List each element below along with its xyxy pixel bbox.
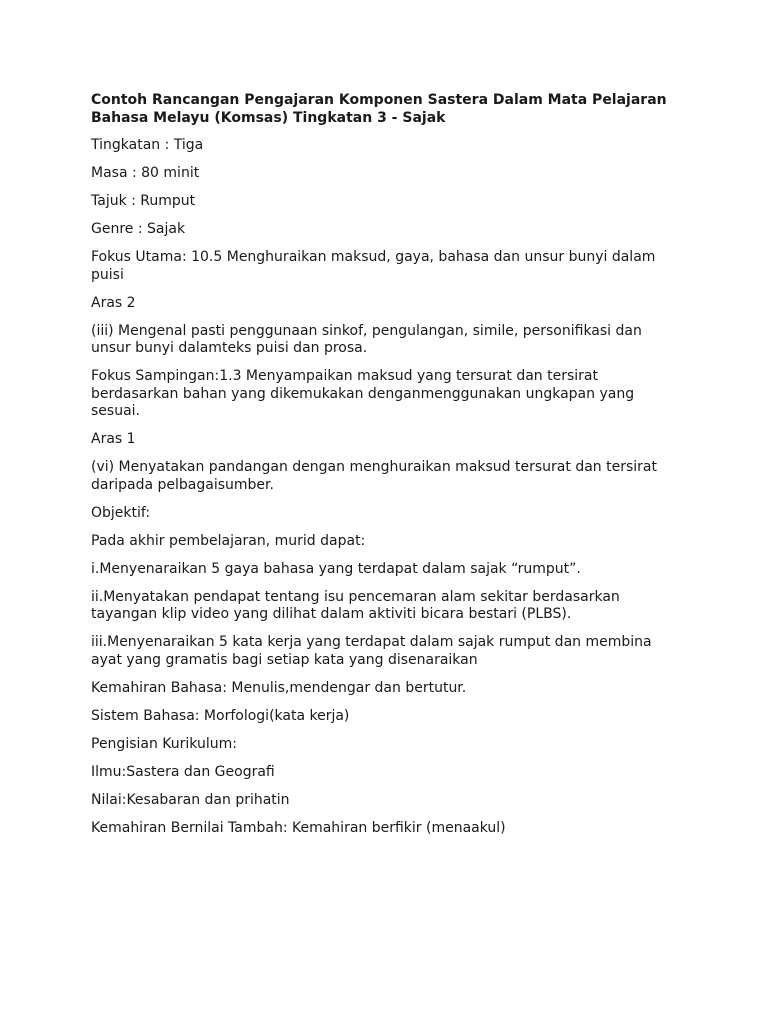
paragraph-objektif-ii: ii.Menyatakan pendapat tentang isu pencemaran alam sekitar berdasarkan tayangan klip video yang dilihat dalam aktiviti bicara bestari (PLBS).	[91, 588, 620, 622]
paragraph-fokus-sampingan: Fokus Sampingan:1.3 Menyampaikan maksud yang tersurat dan tersirat berdasarkan bahan yang dikemukakan denganmenggunakan ungkapan yang sesuai.	[91, 368, 635, 419]
paragraph-genre: Genre : Sajak	[91, 221, 186, 237]
paragraph-objektif: Objektif:	[91, 504, 151, 521]
paragraph-aras-1: Aras 1	[91, 431, 136, 447]
paragraph-masa: Masa : 80 minit	[91, 165, 200, 181]
paragraph-aras-2: Aras 2	[91, 294, 136, 311]
document-title-line-2: Bahasa Melayu (Komsas) Tingkatan 3 - Sajak	[91, 110, 446, 126]
paragraph-aras-1-detail: (vi) Menyatakan pandangan dengan menghuraikan maksud tersurat dan tersirat daripada pelbagaisumber.	[91, 459, 657, 493]
paragraph-fokus-utama: Fokus Utama: 10.5 Menghuraikan maksud, gaya, bahasa dan unsur bunyi dalam puisi	[91, 249, 656, 283]
paragraph-tingkatan: Tingkatan : Tiga	[91, 137, 204, 153]
paragraph-kemahiran-bernilai-tambah: Kemahiran Bernilai Tambah: Kemahiran berfikir (menaakul)	[91, 819, 506, 836]
document-title	[91, 91, 681, 127]
paragraph-nilai: Nilai:Kesabaran dan prihatin	[91, 791, 290, 808]
document-title-line-1: Contoh Rancangan Pengajaran Komponen Sastera Dalam Mata Pelajaran	[91, 92, 667, 108]
paragraph-objektif-i: i.Menyenaraikan 5 gaya bahasa yang terdapat dalam sajak “rumput”.	[91, 560, 581, 577]
paragraph-tajuk: Tajuk : Rumput	[91, 193, 196, 209]
document-body	[91, 91, 681, 848]
paragraph-kemahiran-bahasa: Kemahiran Bahasa: Menulis,mendengar dan bertutur.	[91, 679, 467, 696]
paragraph-objektif-iii: iii.Menyenaraikan 5 kata kerja yang terdapat dalam sajak rumput dan membina ayat yang gramatis bagi setiap kata yang disenaraikan	[91, 634, 652, 668]
paragraph-objektif-intro: Pada akhir pembelajaran, murid dapat:	[91, 532, 366, 549]
paragraph-aras-2-detail: (iii) Mengenal pasti penggunaan sinkof, pengulangan, simile, personifikasi dan unsur bunyi dalamteks puisi dan prosa.	[91, 322, 642, 356]
paragraph-ilmu: Ilmu:Sastera dan Geografi	[91, 763, 275, 780]
paragraph-sistem-bahasa: Sistem Bahasa: Morfologi(kata kerja)	[91, 707, 350, 724]
paragraph-pengisian-kurikulum: Pengisian Kurikulum:	[91, 735, 237, 752]
